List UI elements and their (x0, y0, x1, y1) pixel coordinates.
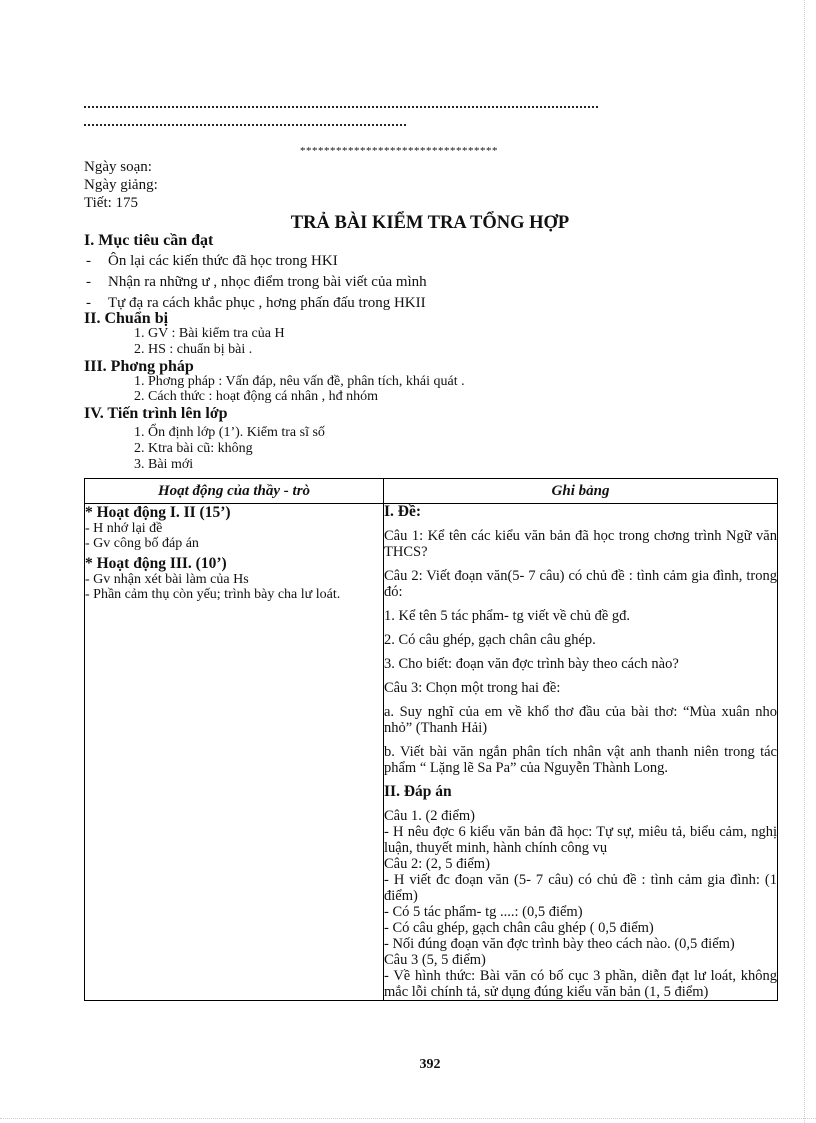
page-title: TRẢ BÀI KIỂM TRA TỔNG HỢP (290, 213, 570, 233)
section-2-item: 2. HS : chuẩn bị bài . (134, 342, 253, 357)
activity-line: - H nhớ lại đề (85, 521, 163, 536)
activity-cell (85, 504, 384, 1001)
section-2-heading: II. Chuẩn bị (84, 310, 169, 327)
de-item: 3. Cho biết: đoạn văn đợc trình bày theo cách nào? (384, 656, 679, 672)
dap-an-line: - Nối đúng đoạn văn đợc trình bày theo cách nào. (0,5 điểm) (384, 936, 735, 952)
table-row (85, 504, 778, 1001)
de-item: 2. Có câu ghép, gạch chân câu ghép. (384, 632, 596, 648)
section-1-item: - Ôn lại các kiến thức đã học trong HKI (86, 253, 338, 269)
section-3-heading: III. Phơng pháp (84, 358, 194, 375)
activity-line: - Gv nhận xét bài làm của Hs (85, 572, 249, 587)
de-item: Câu 1: Kể tên các kiểu văn bản đã học trong chơng trình Ngữ văn THCS? (384, 528, 777, 560)
tiet: Tiết: 175 (84, 195, 139, 211)
lesson-table (84, 478, 778, 1001)
col-notes-header: Ghi bảng (384, 479, 778, 504)
section-4-item: 2. Ktra bài cũ: không (134, 441, 253, 456)
dap-an-line: - H nêu đợc 6 kiểu văn bản đã học: Tự sự, miêu tả, biểu cảm, nghị luận, thuyết minh, hành chính công vụ (384, 824, 777, 856)
section-3-item: 1. Phơng pháp : Vấn đáp, nêu vấn đề, phân tích, khái quát . (134, 374, 465, 389)
activity-line: - Phần cảm thụ còn yếu; trình bày cha lư loát. (85, 587, 341, 602)
section-1-heading: I. Mục tiêu cần đạt (84, 232, 214, 249)
dap-an-line: Câu 2: (2, 5 điểm) (384, 856, 490, 872)
dap-an-line: - Về hình thức: Bài văn có bố cục 3 phần, diễn đạt lư loát, không mắc lỗi chính tả, sử dụng đúng kiểu văn bản (1, 5 điểm) (384, 968, 777, 1000)
dotted-rule-1 (84, 106, 598, 108)
dap-an-line: Câu 1. (2 điểm) (384, 808, 476, 824)
dotted-rule-2 (84, 124, 406, 126)
page-number: 392 (419, 1057, 441, 1072)
section-4-item: 3. Bài mới (134, 457, 194, 472)
section-1-item: - Tự đạ ra cách khắc phục , hơng phấn đấu trong HKII (86, 295, 426, 311)
de-heading: I. Đề: (384, 503, 422, 520)
section-4-heading: IV. Tiến trình lên lớp (84, 405, 228, 422)
ngay-soan: Ngày soạn: (84, 159, 152, 175)
dap-an-heading: II. Đáp án (384, 783, 452, 800)
margin-guide-horizontal (0, 1118, 816, 1119)
section-2-item: 1. GV : Bài kiểm tra của H (134, 326, 285, 341)
de-item: Câu 2: Viết đoạn văn(5- 7 câu) có chủ đề : tình cảm gia đình, trong đó: (384, 568, 777, 600)
dap-an-line: Câu 3 (5, 5 điểm) (384, 952, 486, 968)
de-item: 1. Kể tên 5 tác phẩm- tg viết về chủ đề gđ. (384, 608, 631, 624)
table-header-row (85, 479, 778, 504)
de-item: a. Suy nghĩ của em về khổ thơ đầu của bài thơ: “Mùa xuân nho nhỏ” (Thanh Hải) (384, 704, 777, 736)
activity-line: - Gv công bố đáp án (85, 536, 199, 551)
de-item: Câu 3: Chọn một trong hai đề: (384, 680, 561, 696)
dap-an-line: - H viết đc đoạn văn (5- 7 câu) có chủ đề : tình cảm gia đình: (1 điểm) (384, 872, 777, 904)
star-separator: ********************************* (300, 145, 498, 157)
activity-heading: * Hoạt động I. II (15’) (85, 504, 231, 521)
dap-an-line: - Có câu ghép, gạch chân câu ghép ( 0,5 điểm) (384, 920, 654, 936)
section-1-item: - Nhận ra những ư , nhọc điểm trong bài viết của mình (86, 274, 427, 290)
notes-cell (384, 504, 778, 1001)
activity-heading: * Hoạt động III. (10’) (85, 555, 227, 572)
margin-guide-vertical (804, 0, 805, 1123)
de-item: b. Viết bài văn ngắn phân tích nhân vật anh thanh niên trong tác phẩm “ Lặng lẽ Sa Pa” của Nguyễn Thành Long. (384, 744, 777, 776)
section-4-item: 1. Ổn định lớp (1’). Kiểm tra sĩ số (134, 425, 325, 440)
ngay-giang: Ngày giảng: (84, 177, 158, 193)
col-teacher-activity-header: Hoạt động của thầy - trò (85, 479, 384, 504)
dap-an-line: - Có 5 tác phẩm- tg ....: (0,5 điểm) (384, 904, 583, 920)
section-3-item: 2. Cách thức : hoạt động cá nhân , hđ nhóm (134, 389, 378, 404)
